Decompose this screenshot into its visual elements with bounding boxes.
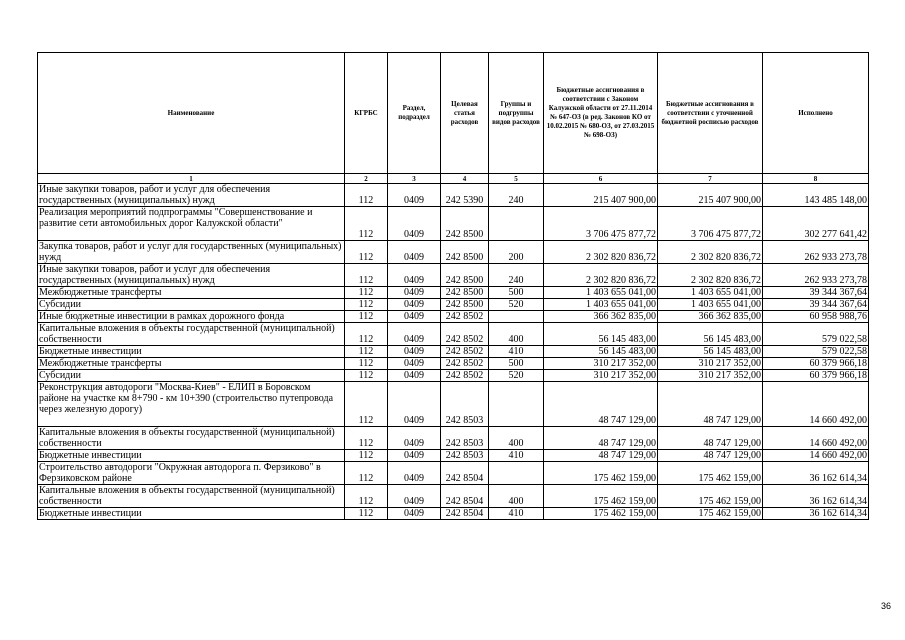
table-row	[38, 508, 869, 520]
row-kgrbs: 112	[345, 311, 388, 323]
row-revised-allocation: 2 302 820 836,72	[658, 241, 763, 264]
row-kgrbs: 112	[345, 346, 388, 358]
table-row	[38, 287, 869, 299]
row-expense-group: 500	[489, 358, 544, 370]
row-section: 0409	[388, 299, 441, 311]
row-name: Капитальные вложения в объекты государственной (муниципальной) собственности	[38, 427, 345, 450]
column-number: 8	[763, 174, 869, 184]
row-name: Иные закупки товаров, работ и услуг для обеспечения государственных (муниципальных) нужд	[38, 264, 345, 287]
row-kgrbs: 112	[345, 450, 388, 462]
row-revised-allocation: 48 747 129,00	[658, 427, 763, 450]
row-expense-group	[489, 382, 544, 427]
row-name: Иные закупки товаров, работ и услуг для обеспечения государственных (муниципальных) нужд	[38, 184, 345, 207]
row-executed: 39 344 367,64	[763, 287, 869, 299]
row-name: Субсидии	[38, 299, 345, 311]
row-executed: 60 379 966,18	[763, 370, 869, 382]
row-target-article: 242 8500	[441, 207, 489, 241]
row-executed: 14 660 492,00	[763, 427, 869, 450]
row-name: Бюджетные инвестиции	[38, 508, 345, 520]
row-law-allocation: 1 403 655 041,00	[544, 287, 658, 299]
row-executed: 302 277 641,42	[763, 207, 869, 241]
row-kgrbs: 112	[345, 184, 388, 207]
row-law-allocation: 56 145 483,00	[544, 346, 658, 358]
header-target-article: Целевая статья расходов	[441, 53, 489, 174]
table-row	[38, 311, 869, 323]
row-section: 0409	[388, 462, 441, 485]
row-kgrbs: 112	[345, 299, 388, 311]
row-name: Бюджетные инвестиции	[38, 346, 345, 358]
header-executed: Исполнено	[763, 53, 869, 174]
row-law-allocation: 310 217 352,00	[544, 370, 658, 382]
row-target-article: 242 8504	[441, 485, 489, 508]
row-expense-group: 410	[489, 508, 544, 520]
row-section: 0409	[388, 346, 441, 358]
header-law-allocations: Бюджетные ассигнования в соответствии с Законом Калужской области от 27.11.2014 № 647-ОЗ (в ред. Законов КО от 10.02.2015 № 680-ОЗ, от 27.03.2015 № 698-ОЗ)	[544, 53, 658, 174]
row-expense-group: 200	[489, 241, 544, 264]
row-expense-group: 410	[489, 450, 544, 462]
header-kgrbs: КГРБС	[345, 53, 388, 174]
row-target-article: 242 8503	[441, 427, 489, 450]
row-name: Капитальные вложения в объекты государственной (муниципальной) собственности	[38, 485, 345, 508]
row-revised-allocation: 56 145 483,00	[658, 323, 763, 346]
row-law-allocation: 366 362 835,00	[544, 311, 658, 323]
row-target-article: 242 8503	[441, 450, 489, 462]
row-kgrbs: 112	[345, 485, 388, 508]
table-body	[38, 184, 869, 520]
row-target-article: 242 8500	[441, 299, 489, 311]
table-row	[38, 207, 869, 241]
row-executed: 579 022,58	[763, 346, 869, 358]
row-executed: 143 485 148,00	[763, 184, 869, 207]
row-expense-group: 500	[489, 287, 544, 299]
row-section: 0409	[388, 241, 441, 264]
row-executed: 60 379 966,18	[763, 358, 869, 370]
row-section: 0409	[388, 358, 441, 370]
row-kgrbs: 112	[345, 382, 388, 427]
row-target-article: 242 8502	[441, 346, 489, 358]
table-row	[38, 358, 869, 370]
row-law-allocation: 48 747 129,00	[544, 427, 658, 450]
row-name: Реализация мероприятий подпрограммы "Совершенствование и развитие сети автомобильных дорог Калужской области"	[38, 207, 345, 241]
row-name: Закупка товаров, работ и услуг для государственных (муниципальных) нужд	[38, 241, 345, 264]
row-name: Иные бюджетные инвестиции в рамках дорожного фонда	[38, 311, 345, 323]
row-revised-allocation: 215 407 900,00	[658, 184, 763, 207]
row-law-allocation: 56 145 483,00	[544, 323, 658, 346]
page-number: 36	[881, 601, 892, 611]
row-revised-allocation: 1 403 655 041,00	[658, 287, 763, 299]
row-kgrbs: 112	[345, 358, 388, 370]
row-revised-allocation: 48 747 129,00	[658, 450, 763, 462]
table-row	[38, 346, 869, 358]
row-section: 0409	[388, 323, 441, 346]
row-kgrbs: 112	[345, 323, 388, 346]
row-expense-group	[489, 462, 544, 485]
row-law-allocation: 310 217 352,00	[544, 358, 658, 370]
row-law-allocation: 175 462 159,00	[544, 462, 658, 485]
row-revised-allocation: 48 747 129,00	[658, 382, 763, 427]
table-row	[38, 299, 869, 311]
row-expense-group: 520	[489, 299, 544, 311]
row-expense-group	[489, 207, 544, 241]
row-kgrbs: 112	[345, 207, 388, 241]
row-name: Строительство автодороги "Окружная автодорога п. Ферзиково" в Ферзиковском районе	[38, 462, 345, 485]
table-row	[38, 450, 869, 462]
row-target-article: 242 8502	[441, 358, 489, 370]
table-row	[38, 370, 869, 382]
row-revised-allocation: 2 302 820 836,72	[658, 264, 763, 287]
row-kgrbs: 112	[345, 508, 388, 520]
row-target-article: 242 8502	[441, 323, 489, 346]
row-section: 0409	[388, 184, 441, 207]
row-target-article: 242 8502	[441, 370, 489, 382]
column-number: 4	[441, 174, 489, 184]
row-law-allocation: 2 302 820 836,72	[544, 264, 658, 287]
row-section: 0409	[388, 508, 441, 520]
row-section: 0409	[388, 427, 441, 450]
row-expense-group: 410	[489, 346, 544, 358]
header-section: Раздел, подраздел	[388, 53, 441, 174]
row-section: 0409	[388, 450, 441, 462]
row-executed: 36 162 614,34	[763, 508, 869, 520]
row-kgrbs: 112	[345, 287, 388, 299]
row-revised-allocation: 310 217 352,00	[658, 370, 763, 382]
table-row	[38, 184, 869, 207]
column-number: 2	[345, 174, 388, 184]
row-executed: 14 660 492,00	[763, 382, 869, 427]
row-executed: 262 933 273,78	[763, 241, 869, 264]
row-law-allocation: 2 302 820 836,72	[544, 241, 658, 264]
budget-table	[37, 52, 869, 520]
table-row	[38, 264, 869, 287]
row-law-allocation: 48 747 129,00	[544, 382, 658, 427]
table-row	[38, 485, 869, 508]
row-target-article: 242 8500	[441, 241, 489, 264]
row-kgrbs: 112	[345, 370, 388, 382]
header-expense-group: Группы и подгруппы видов расходов	[489, 53, 544, 174]
row-section: 0409	[388, 311, 441, 323]
row-kgrbs: 112	[345, 462, 388, 485]
row-target-article: 242 8504	[441, 508, 489, 520]
row-name: Реконструкция автодороги "Москва-Киев" - ЕЛИП в Боровском районе на участке км 8+790 - км 10+390 (строительство путепровода через железную дорогу)	[38, 382, 345, 427]
table-row	[38, 241, 869, 264]
row-expense-group: 400	[489, 323, 544, 346]
row-expense-group: 400	[489, 485, 544, 508]
table-row	[38, 427, 869, 450]
row-law-allocation: 1 403 655 041,00	[544, 299, 658, 311]
row-law-allocation: 48 747 129,00	[544, 450, 658, 462]
column-number: 7	[658, 174, 763, 184]
row-target-article: 242 8504	[441, 462, 489, 485]
row-revised-allocation: 56 145 483,00	[658, 346, 763, 358]
column-number: 6	[544, 174, 658, 184]
row-expense-group: 240	[489, 184, 544, 207]
row-section: 0409	[388, 264, 441, 287]
row-target-article: 242 8503	[441, 382, 489, 427]
table-row	[38, 382, 869, 427]
column-number: 3	[388, 174, 441, 184]
row-section: 0409	[388, 207, 441, 241]
row-kgrbs: 112	[345, 241, 388, 264]
row-section: 0409	[388, 287, 441, 299]
row-executed: 36 162 614,34	[763, 485, 869, 508]
row-name: Межбюджетные трансферты	[38, 287, 345, 299]
row-law-allocation: 175 462 159,00	[544, 508, 658, 520]
row-name: Межбюджетные трансферты	[38, 358, 345, 370]
row-section: 0409	[388, 382, 441, 427]
row-target-article: 242 8502	[441, 311, 489, 323]
row-revised-allocation: 1 403 655 041,00	[658, 299, 763, 311]
row-revised-allocation: 175 462 159,00	[658, 485, 763, 508]
row-name: Капитальные вложения в объекты государственной (муниципальной) собственности	[38, 323, 345, 346]
header-revised-allocations: Бюджетные ассигнования в соответствии с уточненной бюджетной росписью расходов	[658, 53, 763, 174]
row-executed: 14 660 492,00	[763, 450, 869, 462]
row-name: Субсидии	[38, 370, 345, 382]
row-revised-allocation: 366 362 835,00	[658, 311, 763, 323]
row-expense-group: 400	[489, 427, 544, 450]
row-section: 0409	[388, 485, 441, 508]
row-kgrbs: 112	[345, 264, 388, 287]
row-executed: 579 022,58	[763, 323, 869, 346]
row-revised-allocation: 310 217 352,00	[658, 358, 763, 370]
row-expense-group: 240	[489, 264, 544, 287]
header-name: Наименование	[38, 53, 345, 174]
row-executed: 60 958 988,76	[763, 311, 869, 323]
column-number: 5	[489, 174, 544, 184]
row-law-allocation: 3 706 475 877,72	[544, 207, 658, 241]
row-expense-group: 520	[489, 370, 544, 382]
row-revised-allocation: 175 462 159,00	[658, 462, 763, 485]
table-row	[38, 323, 869, 346]
row-executed: 36 162 614,34	[763, 462, 869, 485]
row-executed: 262 933 273,78	[763, 264, 869, 287]
table-row	[38, 462, 869, 485]
row-revised-allocation: 3 706 475 877,72	[658, 207, 763, 241]
row-law-allocation: 215 407 900,00	[544, 184, 658, 207]
column-number: 1	[38, 174, 345, 184]
row-expense-group	[489, 311, 544, 323]
row-target-article: 242 8500	[441, 287, 489, 299]
row-law-allocation: 175 462 159,00	[544, 485, 658, 508]
row-revised-allocation: 175 462 159,00	[658, 508, 763, 520]
row-executed: 39 344 367,64	[763, 299, 869, 311]
row-target-article: 242 5390	[441, 184, 489, 207]
row-kgrbs: 112	[345, 427, 388, 450]
row-name: Бюджетные инвестиции	[38, 450, 345, 462]
row-target-article: 242 8500	[441, 264, 489, 287]
row-section: 0409	[388, 370, 441, 382]
